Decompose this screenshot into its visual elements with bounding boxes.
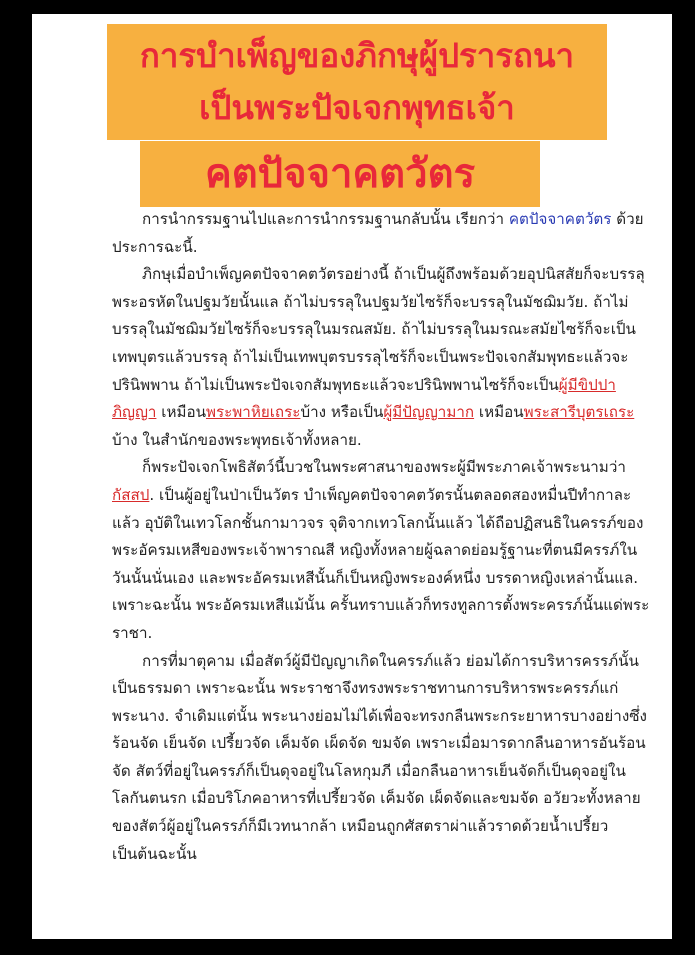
text: ก็พระปัจเจกโพธิสัตว์นี้บวชในพระศาสนาของพระผู้มีพระภาคเจ้าพระนามว่า [142, 458, 626, 477]
text: บ้าง หรือเป็น [300, 403, 384, 422]
title-banner [107, 24, 607, 140]
text: การนำกรรมฐานไปและการนำกรรมฐานกลับนั้น เรียกว่า [142, 210, 509, 228]
title-line-2: เป็นพระปัจเจกพุทธเจ้า [199, 88, 515, 127]
link-khippabhinna[interactable]: ผู้มีขิปปาภิญญา [112, 375, 616, 422]
title-line-1: การบำเพ็ญของภิกษุผู้ปรารถนา [139, 36, 575, 75]
paragraph-4 [112, 648, 652, 869]
subtitle: คตปัจจาคตวัตร [204, 151, 476, 197]
text: การที่มาตุคาม เมื่อสัตว์ผู้มีปัญญาเกิดในครรภ์แล้ว ย่อมได้การบริหารครรภ์นั้นเป็นธรรมดา เพราะฉะนั้น พระราชาจึงทรงพระราชทานการบริหารพระครรภ์แก่พระนาง. จำเดิมแต่นั้น พระนางย่อมไม่ได้เพื่อจะทรงกลืนพระกระยาหารบางอย่างซึ่งร้อนจัด เย็นจัด เปรี้ยวจัด เค็มจัด เผ็ดจัด ขมจัด เพราะเมื่อมารดากลืนอาหารอันร้อนจัด สัตว์ที่อยู่ในครรภ์ก็เป็นดุจอยู่ในโลหกุมภี เมื่อกลืนอาหารเย็นจัดก็เป็นดุจอยู่ในโลกันตนรก เมื่อบริโภคอาหารที่เปรี้ยวจัด เค็มจัด เผ็ดจัดและขมจัด อวัยวะทั้งหลายของสัตว์ผู้อยู่ในครรภ์ก็มีเวทนากล้า เหมือนถูกศัสตราผ่าแล้วราดด้วยน้ำเปรี้ยวเป็นต้นฉะนั้น [112, 651, 647, 863]
link-great-wisdom[interactable]: ผู้มีปัญญามาก [383, 403, 475, 422]
paragraph-1 [112, 206, 652, 261]
text: เหมือน [474, 403, 524, 422]
text: ภิกษุเมื่อบำเพ็ญคตปัจจาคตวัตรอย่างนี้ ถ้าเป็นผู้ถึงพร้อมด้วยอุปนิสสัยก็จะบรรลุพระอรหัตในปฐมวัยนั้นแล ถ้าไม่บรรลุในปฐมวัยไซร้ก็จะบรรลุในมัชฌิมวัย. ถ้าไม่บรรลุในมัชฌิมวัยไซร้ก็จะบรรลุในมรณสมัย. ถ้าไม่บรรลุในมรณะสมัยไซร้ก็จะเป็นเทพบุตรแล้วบรรลุ ถ้าไม่เป็นเทพบุตรบรรลุไซร้ก็จะเป็นพระปัจเจกสัมพุทธะแล้วจะปรินิพพาน ถ้าไม่เป็นพระปัจเจกสัมพุทธะแล้วจะปรินิพพานไซร้ก็จะเป็น [112, 265, 645, 394]
paragraph-2 [112, 261, 652, 454]
link-kassapa[interactable]: กัสสป [112, 485, 150, 504]
text: . เป็นผู้อยู่ในป่าเป็นวัตร บำเพ็ญคตปัจจาคตวัตรนั้นตลอดสองหมื่นปีทำกาละแล้ว อุบัติในเทวโลกชั้นกามาวจร จุติจากเทวโลกนั้นแล้ว ได้ถือปฏิสนธิในครรภ์ของพระอัครมเหสีของพระเจ้าพาราณสี หญิงทั้งหลายผู้ฉลาดย่อมรู้ฐานะที่ตนมีครรภ์ในวันนั้นนั่นเอง และพระอัครมเหสีนั้นก็เป็นหญิงพระองค์หนึ่ง บรรดาหญิงเหล่านั้นแล. เพราะฉะนั้น พระอัครมเหสีแม้นั้น ครั้นทราบแล้วก็ทรงทูลการตั้งพระครรภ์นั้นแด่พระราชา. [112, 485, 650, 642]
document-page [32, 14, 672, 939]
text: ด้วยประการฉะนี้. [112, 210, 644, 256]
term-highlight: คตปัจจาคตวัตร [508, 210, 612, 228]
text: เหมือน [156, 403, 206, 422]
subtitle-banner [140, 141, 540, 207]
paragraph-3 [112, 454, 652, 647]
text: บ้าง ในสำนักของพระพุทธเจ้าทั้งหลาย. [112, 430, 362, 449]
link-bahiya[interactable]: พระพาหิยเถระ [205, 403, 301, 422]
link-sariputta[interactable]: พระสารีบุตรเถระ [523, 403, 635, 422]
document-body [112, 206, 652, 868]
